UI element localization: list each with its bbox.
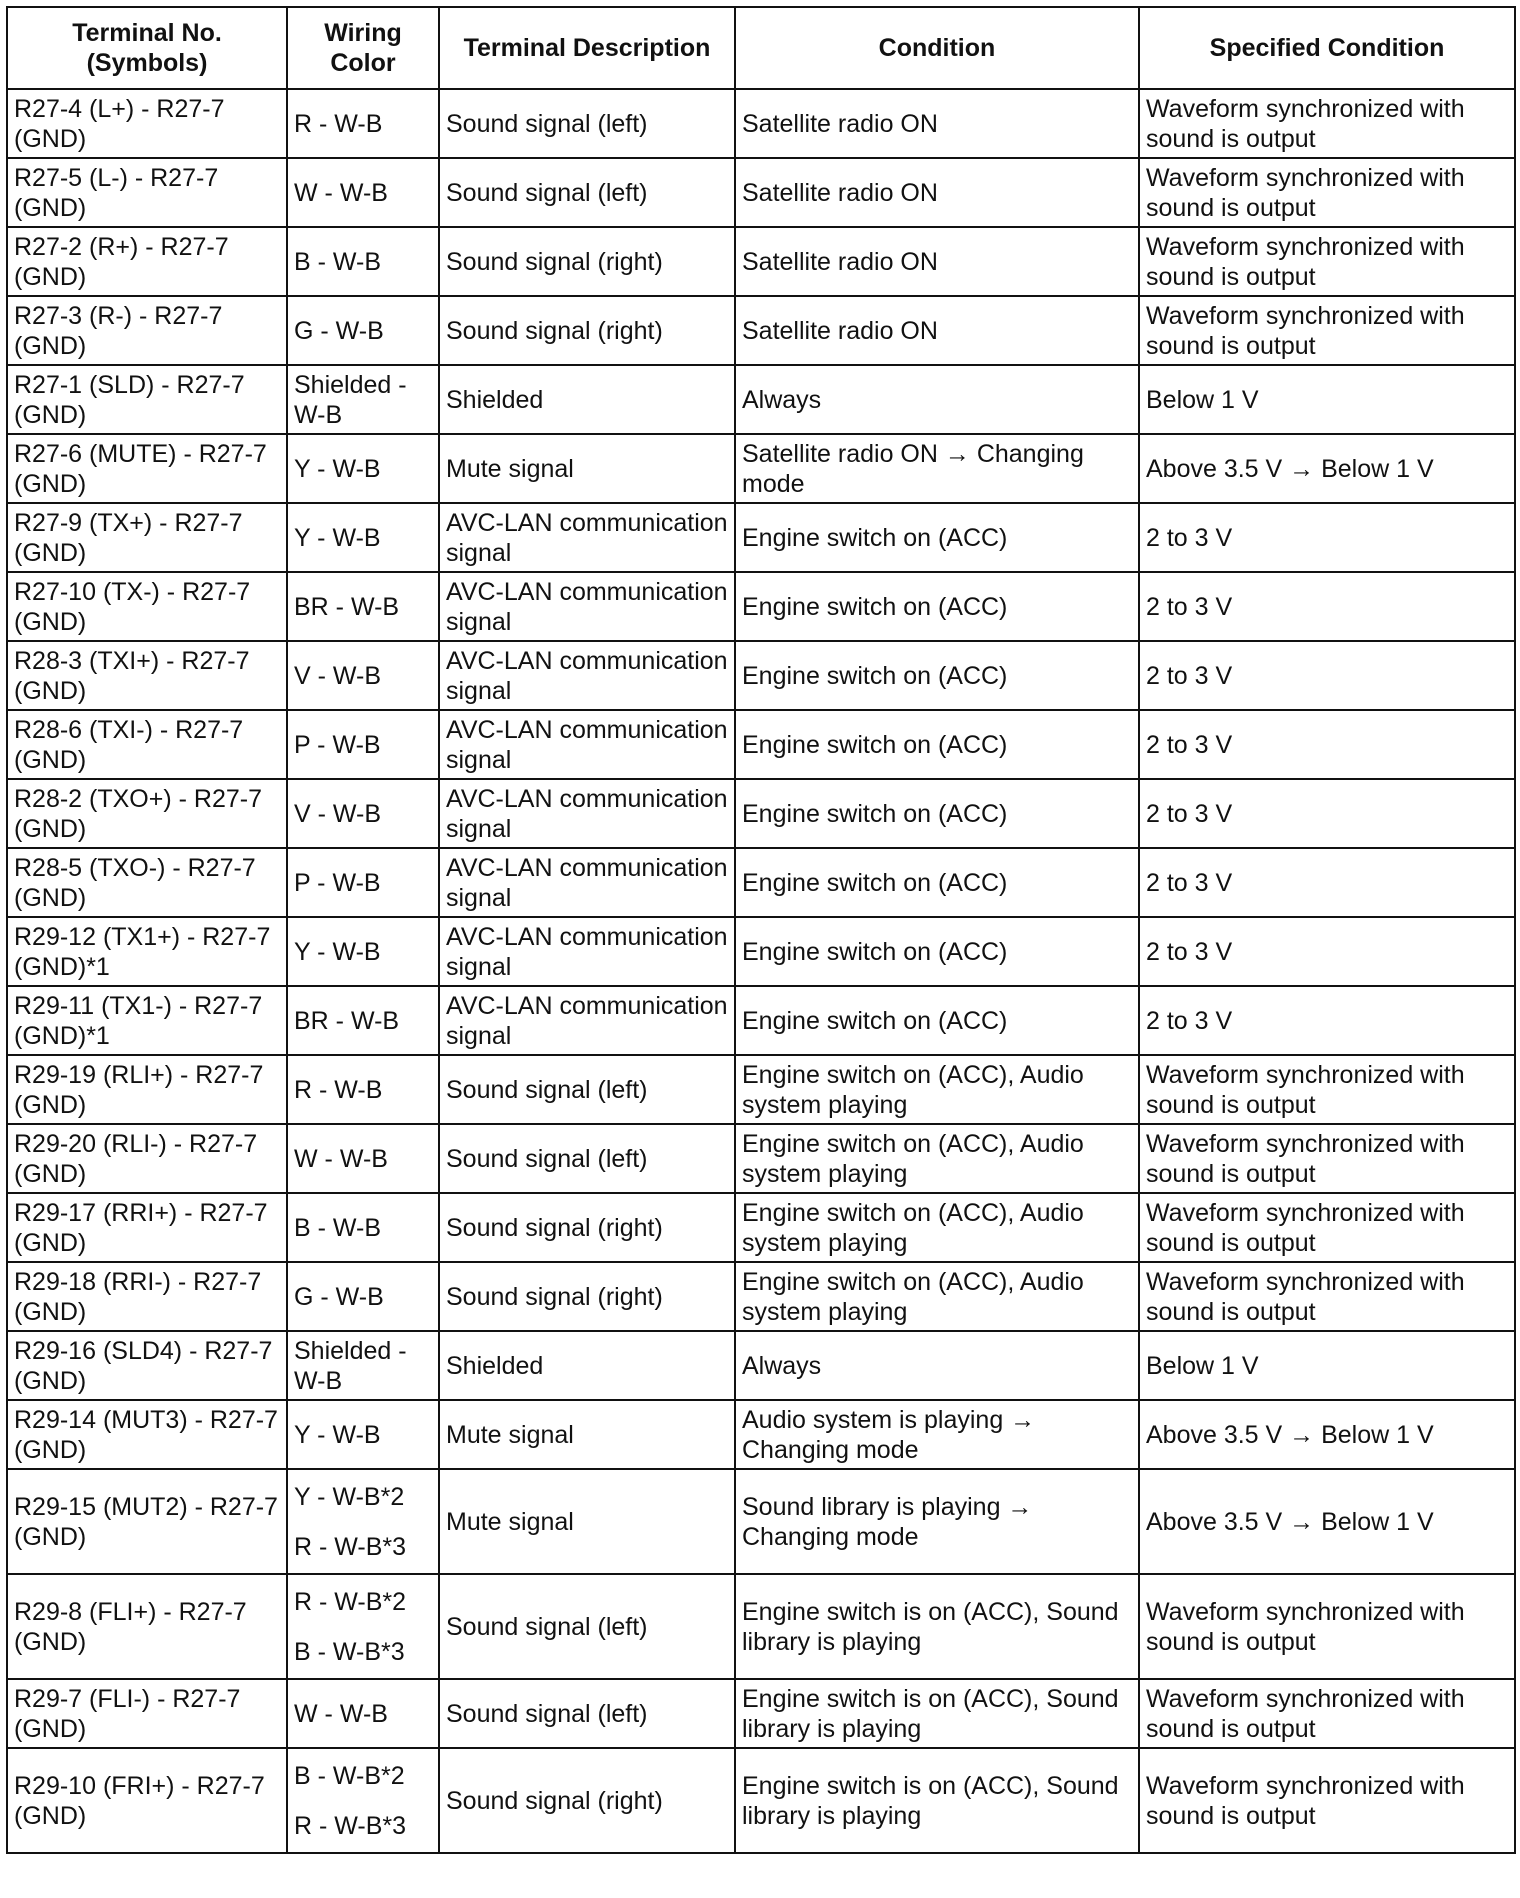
description-cell: Shielded [439,365,735,434]
description-cell: AVC-LAN communication signal [439,779,735,848]
table-row [7,1679,1515,1748]
table-row [7,917,1515,986]
wiring-color-value: B - W-B*2 [294,1761,405,1790]
wiring-color-value: B - W-B [294,247,382,276]
condition-cell: Engine switch on (ACC), Audio system playing [735,1124,1139,1193]
specified-condition-cell: Above 3.5 V → Below 1 V [1139,1400,1515,1469]
wiring-color-cell [287,917,439,986]
wiring-color-cell [287,1262,439,1331]
specified-condition-cell: 2 to 3 V [1139,986,1515,1055]
table-row [7,572,1515,641]
header-terminal: Terminal No. (Symbols) [7,7,287,89]
table-row [7,1748,1515,1853]
wiring-color-cell [287,1331,439,1400]
wiring-color-cell [287,1124,439,1193]
wiring-color-value: W - W-B [294,1144,388,1173]
terminal-cell: R28-6 (TXI-) - R27-7 (GND) [7,710,287,779]
specified-condition-cell: Waveform synchronized with sound is output [1139,89,1515,158]
condition-cell: Audio system is playing → Changing mode [735,1400,1139,1469]
table-row [7,1400,1515,1469]
wiring-color-value: G - W-B [294,1282,384,1311]
wiring-color-cell [287,296,439,365]
terminal-cell: R29-17 (RRI+) - R27-7 (GND) [7,1193,287,1262]
terminal-cell: R29-18 (RRI-) - R27-7 (GND) [7,1262,287,1331]
table-row [7,1331,1515,1400]
condition-cell: Engine switch on (ACC) [735,986,1139,1055]
table-row [7,986,1515,1055]
table-row [7,296,1515,365]
description-cell: Sound signal (right) [439,296,735,365]
wiring-color-cell [287,710,439,779]
condition-cell: Satellite radio ON → Changing mode [735,434,1139,503]
wiring-color-value: W - W-B [294,1699,388,1728]
wiring-color-cell [287,572,439,641]
specified-condition-cell: Waveform synchronized with sound is output [1139,1055,1515,1124]
condition-cell: Engine switch is on (ACC), Sound library is playing [735,1748,1139,1853]
description-cell: Sound signal (left) [439,158,735,227]
wiring-color-value: V - W-B [294,661,382,690]
table-row [7,503,1515,572]
wiring-color-cell [287,1574,439,1679]
specified-condition-cell: 2 to 3 V [1139,710,1515,779]
condition-cell: Satellite radio ON [735,227,1139,296]
description-cell: AVC-LAN communication signal [439,503,735,572]
terminal-cell: R27-3 (R-) - R27-7 (GND) [7,296,287,365]
wiring-color-value: Y - W-B [294,454,381,483]
wiring-color-value: Y - W-B [294,1420,381,1449]
specified-condition-cell: 2 to 3 V [1139,917,1515,986]
table-row [7,434,1515,503]
specified-condition-cell: 2 to 3 V [1139,641,1515,710]
wiring-color-value: B - W-B [294,1213,382,1242]
terminal-cell: R28-2 (TXO+) - R27-7 (GND) [7,779,287,848]
wiring-color-value: Shielded - W-B [294,1336,407,1395]
wiring-color-cell [287,1469,439,1574]
terminal-cell: R29-8 (FLI+) - R27-7 (GND) [7,1574,287,1679]
terminal-cell: R27-6 (MUTE) - R27-7 (GND) [7,434,287,503]
wiring-color-cell [287,503,439,572]
specified-condition-cell: Waveform synchronized with sound is output [1139,227,1515,296]
wiring-color-value: V - W-B [294,799,382,828]
wiring-color-value: Shielded - W-B [294,370,407,429]
terminal-cell: R29-20 (RLI-) - R27-7 (GND) [7,1124,287,1193]
condition-cell: Engine switch on (ACC) [735,641,1139,710]
wiring-color-value: P - W-B [294,868,381,897]
wiring-color-cell [287,89,439,158]
wiring-color-cell [287,1748,439,1853]
wiring-color-value: Y - W-B [294,523,381,552]
condition-cell: Engine switch is on (ACC), Sound library is playing [735,1574,1139,1679]
terminal-cell: R29-16 (SLD4) - R27-7 (GND) [7,1331,287,1400]
wiring-color-cell [287,227,439,296]
description-cell: AVC-LAN communication signal [439,641,735,710]
terminal-cell: R29-7 (FLI-) - R27-7 (GND) [7,1679,287,1748]
table-row [7,1469,1515,1574]
condition-cell: Satellite radio ON [735,158,1139,227]
description-cell: Sound signal (right) [439,1262,735,1331]
terminal-cell: R28-5 (TXO-) - R27-7 (GND) [7,848,287,917]
condition-cell: Engine switch on (ACC) [735,710,1139,779]
table-body [7,89,1515,1853]
wiring-color-value: Y - W-B*2 [294,1482,405,1511]
wiring-color-cell [287,1193,439,1262]
condition-cell: Engine switch on (ACC), Audio system playing [735,1262,1139,1331]
specified-condition-cell: Waveform synchronized with sound is output [1139,1748,1515,1853]
wiring-color-value: B - W-B*3 [294,1637,405,1666]
description-cell: Sound signal (left) [439,1055,735,1124]
terminal-table [6,6,1516,1854]
wiring-color-value: R - W-B*3 [294,1532,407,1561]
wiring-color-value: BR - W-B [294,592,400,621]
wiring-color-cell [287,434,439,503]
description-cell: AVC-LAN communication signal [439,917,735,986]
specified-condition-cell: Above 3.5 V → Below 1 V [1139,434,1515,503]
wiring-color-value: BR - W-B [294,1006,400,1035]
condition-cell: Always [735,1331,1139,1400]
description-cell: AVC-LAN communication signal [439,572,735,641]
terminal-cell: R27-2 (R+) - R27-7 (GND) [7,227,287,296]
condition-cell: Engine switch on (ACC), Audio system playing [735,1193,1139,1262]
table-row [7,227,1515,296]
table-row [7,848,1515,917]
wiring-color-cell [287,158,439,227]
table-row [7,89,1515,158]
table-row [7,1193,1515,1262]
description-cell: Sound signal (right) [439,227,735,296]
description-cell: Sound signal (right) [439,1748,735,1853]
condition-cell: Engine switch on (ACC) [735,917,1139,986]
terminal-cell: R27-5 (L-) - R27-7 (GND) [7,158,287,227]
terminal-cell: R27-9 (TX+) - R27-7 (GND) [7,503,287,572]
condition-cell: Engine switch on (ACC) [735,779,1139,848]
header-terminal-description: Terminal Description [439,7,735,89]
terminal-cell: R29-10 (FRI+) - R27-7 (GND) [7,1748,287,1853]
condition-cell: Engine switch on (ACC) [735,572,1139,641]
wiring-color-cell [287,1679,439,1748]
specified-condition-cell: 2 to 3 V [1139,779,1515,848]
wiring-color-cell [287,986,439,1055]
wiring-color-cell [287,365,439,434]
condition-cell: Engine switch on (ACC) [735,503,1139,572]
wiring-color-value: W - W-B [294,178,388,207]
specified-condition-cell: Below 1 V [1139,365,1515,434]
table-row [7,1262,1515,1331]
description-cell: AVC-LAN communication signal [439,848,735,917]
terminal-cell: R27-4 (L+) - R27-7 (GND) [7,89,287,158]
table-row [7,1574,1515,1679]
wiring-color-cell [287,1055,439,1124]
header-wiring-color: Wiring Color [287,7,439,89]
specified-condition-cell: Waveform synchronized with sound is output [1139,1193,1515,1262]
condition-cell: Always [735,365,1139,434]
description-cell: Sound signal (right) [439,1193,735,1262]
specified-condition-cell: 2 to 3 V [1139,848,1515,917]
description-cell: Sound signal (left) [439,1679,735,1748]
wiring-color-value: P - W-B [294,730,381,759]
description-cell: Sound signal (left) [439,1574,735,1679]
specified-condition-cell: Waveform synchronized with sound is output [1139,158,1515,227]
wiring-color-value: G - W-B [294,316,384,345]
wiring-color-value: R - W-B*3 [294,1811,407,1840]
header-specified-condition: Specified Condition [1139,7,1515,89]
description-cell: Mute signal [439,1400,735,1469]
description-cell: AVC-LAN communication signal [439,710,735,779]
table-row [7,365,1515,434]
description-cell: Mute signal [439,434,735,503]
condition-cell: Engine switch on (ACC), Audio system playing [735,1055,1139,1124]
table-row [7,158,1515,227]
condition-cell: Sound library is playing → Changing mode [735,1469,1139,1574]
terminal-cell: R29-12 (TX1+) - R27-7 (GND)*1 [7,917,287,986]
table-row [7,641,1515,710]
specified-condition-cell: Waveform synchronized with sound is output [1139,1262,1515,1331]
table-header-row [7,7,1515,89]
wiring-color-cell [287,779,439,848]
specified-condition-cell: Above 3.5 V → Below 1 V [1139,1469,1515,1574]
specified-condition-cell: Below 1 V [1139,1331,1515,1400]
specified-condition-cell: 2 to 3 V [1139,503,1515,572]
terminal-cell: R29-15 (MUT2) - R27-7 (GND) [7,1469,287,1574]
header-condition: Condition [735,7,1139,89]
specified-condition-cell: Waveform synchronized with sound is output [1139,1679,1515,1748]
specified-condition-cell: 2 to 3 V [1139,572,1515,641]
terminal-cell: R29-11 (TX1-) - R27-7 (GND)*1 [7,986,287,1055]
terminal-cell: R27-10 (TX-) - R27-7 (GND) [7,572,287,641]
specified-condition-cell: Waveform synchronized with sound is output [1139,1574,1515,1679]
condition-cell: Satellite radio ON [735,89,1139,158]
description-cell: Sound signal (left) [439,1124,735,1193]
wiring-color-value: Y - W-B [294,937,381,966]
description-cell: Sound signal (left) [439,89,735,158]
wiring-color-cell [287,848,439,917]
table-row [7,1055,1515,1124]
description-cell: Shielded [439,1331,735,1400]
condition-cell: Engine switch on (ACC) [735,848,1139,917]
specified-condition-cell: Waveform synchronized with sound is output [1139,1124,1515,1193]
specified-condition-cell: Waveform synchronized with sound is output [1139,296,1515,365]
wiring-color-value: R - W-B [294,109,383,138]
terminal-cell: R29-14 (MUT3) - R27-7 (GND) [7,1400,287,1469]
description-cell: Mute signal [439,1469,735,1574]
wiring-color-value: R - W-B*2 [294,1587,407,1616]
table-row [7,1124,1515,1193]
table-row [7,710,1515,779]
wiring-color-value: R - W-B [294,1075,383,1104]
terminal-cell: R29-19 (RLI+) - R27-7 (GND) [7,1055,287,1124]
table-row [7,779,1515,848]
condition-cell: Satellite radio ON [735,296,1139,365]
wiring-color-cell [287,641,439,710]
wiring-color-cell [287,1400,439,1469]
terminal-cell: R27-1 (SLD) - R27-7 (GND) [7,365,287,434]
condition-cell: Engine switch is on (ACC), Sound library is playing [735,1679,1139,1748]
description-cell: AVC-LAN communication signal [439,986,735,1055]
terminal-cell: R28-3 (TXI+) - R27-7 (GND) [7,641,287,710]
